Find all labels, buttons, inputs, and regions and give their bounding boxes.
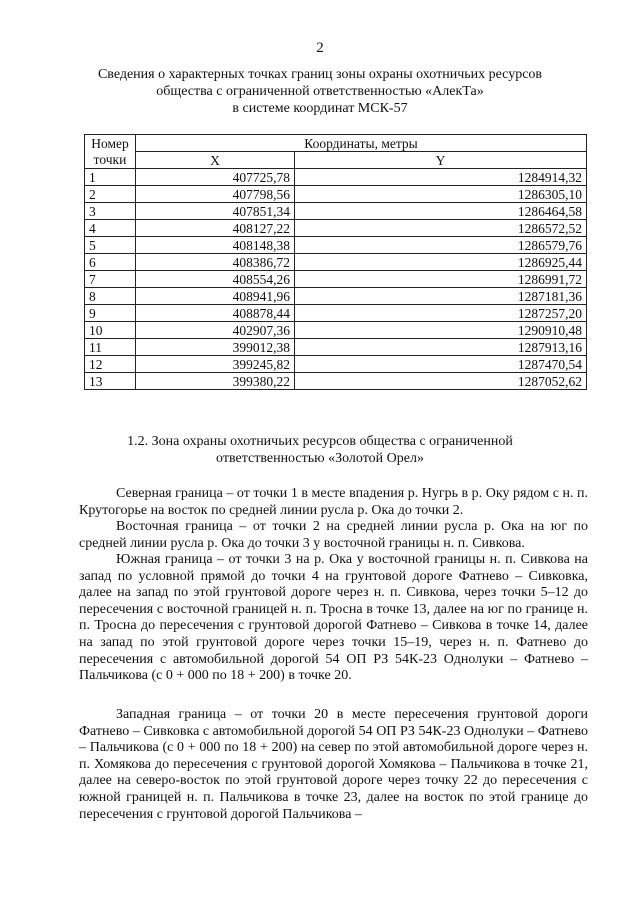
header-point-number-line1: Номер [91, 135, 129, 151]
title-line: общества с ограниченной ответственностью «АлекТа» [156, 84, 484, 99]
table-row [85, 322, 587, 339]
x-coordinate-cell: 402907,36 [136, 322, 295, 339]
y-coordinate-cell: 1287181,36 [295, 288, 587, 305]
point-number-cell: 8 [85, 288, 136, 305]
point-number-cell: 13 [85, 373, 136, 390]
y-coordinate-cell: 1287470,54 [295, 356, 587, 373]
point-number-cell: 3 [85, 203, 136, 220]
y-coordinate-cell: 1284914,32 [295, 169, 587, 186]
table-row [85, 305, 587, 322]
x-coordinate-cell: 408554,26 [136, 271, 295, 288]
title-line: в системе координат МСК-57 [232, 101, 408, 116]
y-coordinate-cell: 1286925,44 [295, 254, 587, 271]
table-row [85, 356, 587, 373]
y-coordinate-cell: 1286991,72 [295, 271, 587, 288]
x-coordinate-cell: 408386,72 [136, 254, 295, 271]
point-number-cell: 1 [85, 169, 136, 186]
table-row [85, 203, 587, 220]
y-coordinate-cell: 1286572,52 [295, 220, 587, 237]
coordinates-table [84, 134, 587, 390]
header-point-number-line2: точки [93, 151, 127, 167]
table-row [85, 288, 587, 305]
document-title [0, 66, 640, 117]
table-row [85, 169, 587, 186]
x-coordinate-cell: 399012,38 [136, 339, 295, 356]
section-title [0, 433, 640, 467]
header-point-number [85, 135, 136, 169]
table-row [85, 271, 587, 288]
section-title-line: ответственностью «Золотой Орел» [216, 451, 424, 466]
point-number-cell: 12 [85, 356, 136, 373]
x-coordinate-cell: 399380,22 [136, 373, 295, 390]
table-row [85, 237, 587, 254]
header-y: Y [295, 152, 587, 169]
y-coordinate-cell: 1287913,16 [295, 339, 587, 356]
paragraph-north: Северная граница – от точки 1 в месте впадения р. Нугрь в р. Оку рядом с н. п. Крутогорье на восток по средней линии русла р. Ока до точки 2. [79, 486, 588, 518]
table-row [85, 186, 587, 203]
y-coordinate-cell: 1287052,62 [295, 373, 587, 390]
point-number-cell: 2 [85, 186, 136, 203]
header-x: X [136, 152, 295, 169]
table-row [85, 339, 587, 356]
point-number-cell: 4 [85, 220, 136, 237]
y-coordinate-cell: 1286579,76 [295, 237, 587, 254]
x-coordinate-cell: 408127,22 [136, 220, 295, 237]
table-row [85, 373, 587, 390]
x-coordinate-cell: 407725,78 [136, 169, 295, 186]
x-coordinate-cell: 408148,38 [136, 237, 295, 254]
point-number-cell: 10 [85, 322, 136, 339]
point-number-cell: 5 [85, 237, 136, 254]
y-coordinate-cell: 1287257,20 [295, 305, 587, 322]
point-number-cell: 6 [85, 254, 136, 271]
paragraph-west: Западная граница – от точки 20 в месте пересечения грунтовой дороги Фатнево – Сивковка с автомобильной дорогой 54 ОП РЗ 54К-23 Однолуки – Фатнево – Пальчикова (с 0 + 000 по 18 + 200) на север по этой автомобильной дороге через н. п. Хомякова до пересечения с грунтовой дорогой Хомякова – Пальчикова в точке 21, далее на северо-восток по этой грунтовой дороге через точку 22 до пересечения с южной границей н. п. Пальчикова в точке 23, далее на восток по этой границе до пересечения с грунтовой дорогой Пальчикова – [79, 707, 588, 822]
title-line: Сведения о характерных точках границ зоны охраны охотничьих ресурсов [97, 67, 543, 82]
table-row [85, 220, 587, 237]
x-coordinate-cell: 399245,82 [136, 356, 295, 373]
y-coordinate-cell: 1286464,58 [295, 203, 587, 220]
section-title-line: 1.2. Зона охраны охотничьих ресурсов общества с ограниченной [127, 434, 513, 449]
header-coordinates: Координаты, метры [136, 135, 587, 152]
y-coordinate-cell: 1286305,10 [295, 186, 587, 203]
x-coordinate-cell: 407798,56 [136, 186, 295, 203]
y-coordinate-cell: 1290910,48 [295, 322, 587, 339]
table-row [85, 254, 587, 271]
page-number: 2 [316, 40, 324, 56]
point-number-cell: 9 [85, 305, 136, 322]
point-number-cell: 11 [85, 339, 136, 356]
point-number-cell: 7 [85, 271, 136, 288]
paragraph-east: Восточная граница – от точки 2 на средней линии русла р. Ока на юг по средней линии русла р. Ока до точки 3 у восточной границы н. п. Сивкова. [79, 519, 588, 551]
x-coordinate-cell: 407851,34 [136, 203, 295, 220]
x-coordinate-cell: 408878,44 [136, 305, 295, 322]
x-coordinate-cell: 408941,96 [136, 288, 295, 305]
paragraph-south: Южная граница – от точки 3 на р. Ока у восточной границы н. п. Сивкова на запад по условной прямой до точки 4 на грунтовой дороге Фатнево – Сивковка, далее на запад по этой грунтовой дороге через н. п. Сивкова, через точки 5–12 до пересечения с восточной границей н. п. Тросна в точке 13, далее на юг по границе н. п. Тросна до пересечения с грунтовой дорогой Фатнево – Сивкова в точке 14, далее на запад по этой грунтовой дороге через точки 15–19, через н. п. Фатнево до пересечения с автомобильной дорогой 54 ОП РЗ 54К-23 Однолуки – Фатнево – Пальчикова (с 0 + 000 по 18 + 200) в точке 20. [79, 552, 588, 684]
